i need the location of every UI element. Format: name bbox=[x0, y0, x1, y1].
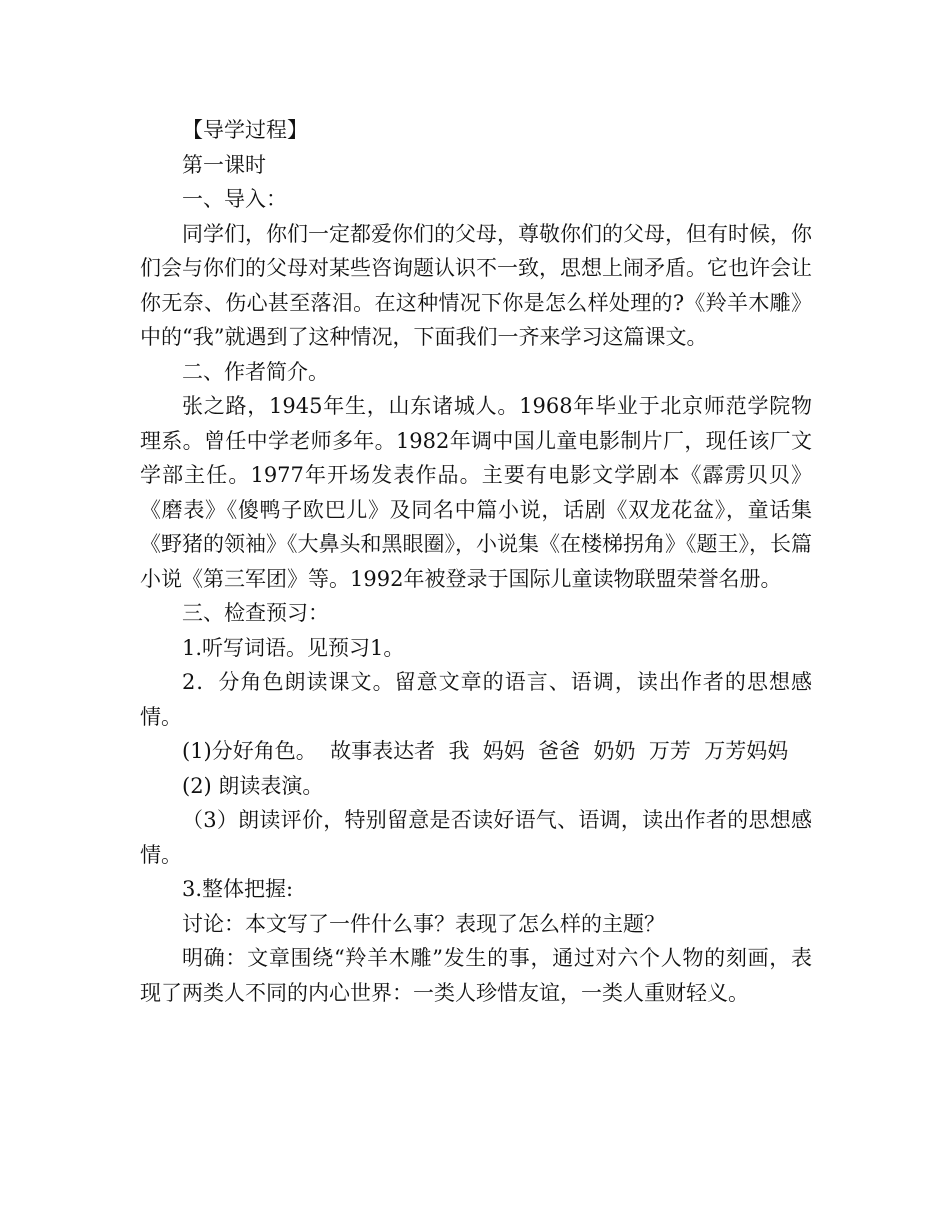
lesson-title: 第一课时 bbox=[182, 152, 266, 177]
section-heading-preview-check: 三、检查预习： bbox=[182, 601, 329, 625]
document-body bbox=[140, 113, 812, 1010]
section-heading-author: 二、作者简介。 bbox=[182, 359, 329, 384]
paragraph-introduction: 同学们，你们一定都爱你们的父母，尊敬你们的父母，但有时候，你们会与你们的父母对某些咨询题认识不一致，思想上闹矛盾。它也许会让你无奈、伤心甚至落泪。在这种情况下你是怎么样处理的?《羚羊木雕》中的“我”就遇到了这种情况，下面我们一齐来学习这篇课文。 bbox=[140, 221, 812, 349]
sub-item-reading-evaluation: （3）朗读评价，特别留意是否读好语气、语调，读出作者的思想感情。 bbox=[140, 808, 812, 867]
section-heading-guide-process: 【导学过程】 bbox=[182, 118, 308, 142]
sub-item-assign-roles: (1)分好角色。 故事表达者 我 妈妈 爸爸 奶奶 万芳 万芳妈妈 bbox=[182, 739, 789, 763]
sub-item-reading-performance: (2) 朗读表演。 bbox=[182, 773, 324, 798]
paragraph-author-bio: 张之路，1945年生，山东诸城人。1968年毕业于北京师范学院物理系。曾任中学老师多年。1982年调中国儿童电影制片厂，现任该厂文学部主任。1977年开场发表作品。主要有电影文学剧本《霹雳贝贝》《磨表》《傻鸭子欧巴儿》及同名中篇小说，话剧《双龙花盆》，童话集《野猪的领袖》《大鼻头和黑眼圈》，小说集《在楼梯拐角》《题王》，长篇小说《第三军团》等。1992年被登录于国际儿童读物联盟荣誉名册。 bbox=[140, 394, 812, 591]
section-heading-introduction: 一、导入： bbox=[182, 187, 287, 211]
paragraph-clarification: 明确：文章围绕“羚羊木雕”发生的事，通过对六个人物的刻画，表现了两类人不同的内心世界：一类人珍惜友谊，一类人重财轻义。 bbox=[140, 946, 812, 1005]
list-item-dictation: 1.听写词语。见预习1。 bbox=[182, 635, 405, 660]
list-item-role-reading: 2．分角色朗读课文。留意文章的语言、语调，读出作者的思想感情。 bbox=[140, 670, 812, 729]
paragraph-discussion: 讨论：本文写了一件什么事？表现了怎么样的主题？ bbox=[182, 911, 665, 936]
list-item-overall-grasp: 3.整体把握: bbox=[182, 877, 294, 901]
